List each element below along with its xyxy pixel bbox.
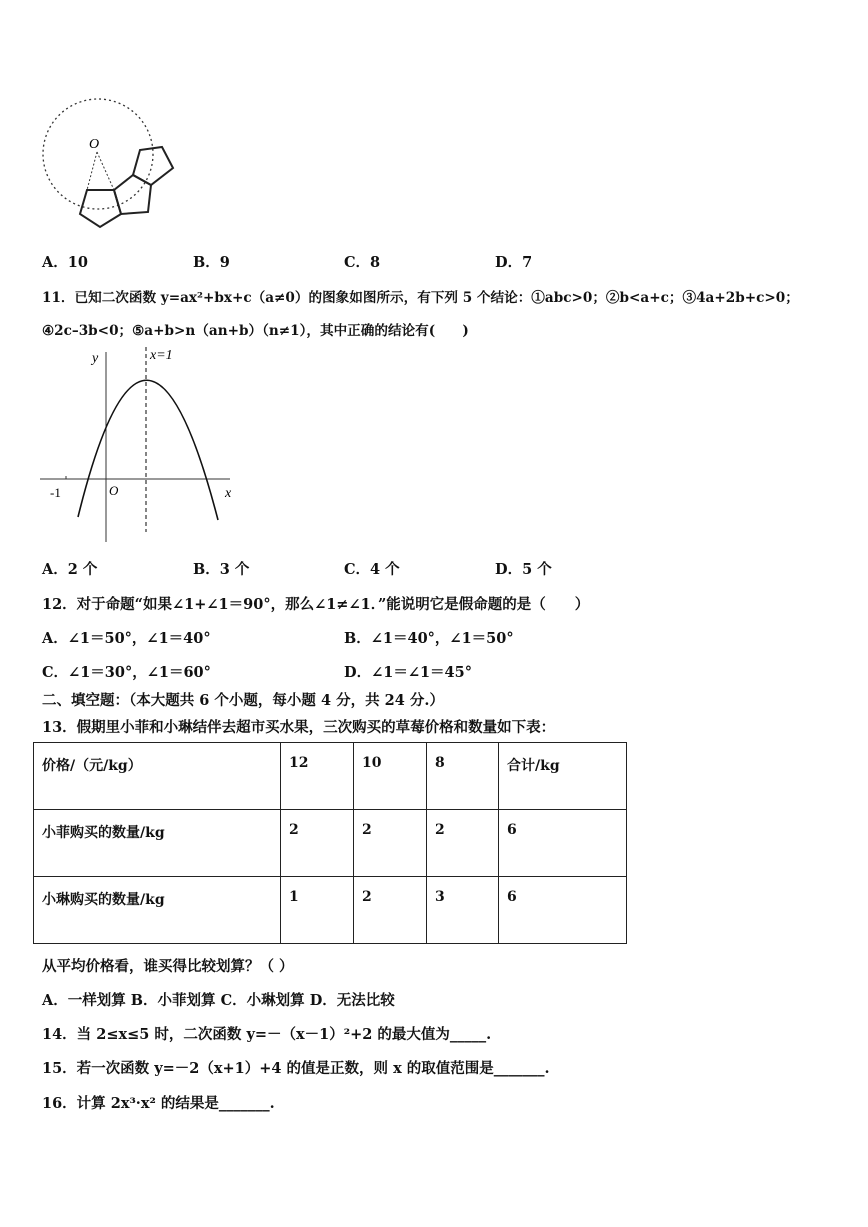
table-cell: 12 [281, 743, 354, 810]
table-row [34, 877, 627, 944]
q11-stem-line1: 11．已知二次函数 y=ax²+bx+c（a≠0）的图象如图所示，有下列 5 个结论：①abc>0；②b<a+c；③4a+2b+c>0； [42, 290, 799, 306]
section-heading: 二、填空题：（本大题共 6 个小题，每小题 4 分，共 24 分.） [42, 692, 444, 709]
table-row [34, 810, 627, 877]
table-cell: 2 [354, 810, 427, 877]
pentagon-circle-figure [40, 92, 180, 234]
q12-option-d: D．∠1＝∠1＝45° [344, 664, 472, 681]
q11-option-c: C．4 个 [344, 561, 400, 578]
table-cell: 2 [281, 810, 354, 877]
q15-stem: 15．若一次函数 y=－2（x+1）+4 的值是正数，则 x 的取值范围是_______. [42, 1060, 550, 1077]
table-cell: 3 [427, 877, 499, 944]
q12-option-c: C．∠1＝30°，∠1＝60° [42, 664, 211, 681]
table-cell: 6 [499, 877, 627, 944]
table-cell: 合计/kg [499, 743, 627, 810]
q10-option-d: D．7 [495, 254, 533, 271]
circle-center-label: O [89, 137, 100, 152]
axis-of-symmetry-label: x=1 [150, 348, 173, 363]
q12-stem: 12．对于命题“如果∠1+∠1＝90°，那么∠1≠∠1．”能说明它是假命题的是（ ） [42, 596, 590, 613]
y-axis-label: y [92, 351, 99, 366]
q11-option-b: B．3 个 [193, 561, 250, 578]
x-axis-label: x [225, 486, 232, 501]
price-quantity-table [33, 742, 627, 944]
q11-stem-line2: ④2c–3b<0；⑤a+b>n（an+b）（n≠1），其中正确的结论有( ) [42, 323, 469, 339]
q16-stem: 16．计算 2x³·x² 的结果是_______. [42, 1095, 275, 1112]
table-cell: 小琳购买的数量/kg [34, 877, 281, 944]
q10-option-a: A．10 [42, 254, 88, 271]
q10-option-b: B．9 [193, 254, 230, 271]
q12-option-a: A．∠1＝50°，∠1＝40° [42, 630, 211, 647]
q10-option-c: C．8 [344, 254, 381, 271]
table-row [34, 743, 627, 810]
table-cell: 小菲购买的数量/kg [34, 810, 281, 877]
q12-option-b: B．∠1＝40°，∠1＝50° [344, 630, 514, 647]
table-cell: 2 [354, 877, 427, 944]
table-cell: 8 [427, 743, 499, 810]
q14-stem: 14．当 2≤x≤5 时，二次函数 y=－（x－1）²+2 的最大值为_____. [42, 1026, 492, 1043]
origin-label: O [109, 483, 119, 498]
table-cell: 2 [427, 810, 499, 877]
table-cell: 10 [354, 743, 427, 810]
q13-options: A．一样划算 B．小菲划算 C．小琳划算 D．无法比较 [42, 992, 395, 1009]
neg-one-label: -1 [50, 485, 61, 500]
table-cell: 价格/（元/kg） [34, 743, 281, 810]
table-cell: 1 [281, 877, 354, 944]
q13-stem: 13．假期里小菲和小琳结伴去超市买水果，三次购买的草莓价格和数量如下表： [42, 719, 556, 736]
q13-question: 从平均价格看，谁买得比较划算？（ ） [42, 958, 294, 975]
q11-option-d: D．5 个 [495, 561, 552, 578]
parabola-graph [38, 342, 244, 548]
q11-option-a: A．2 个 [42, 561, 98, 578]
table-cell: 6 [499, 810, 627, 877]
